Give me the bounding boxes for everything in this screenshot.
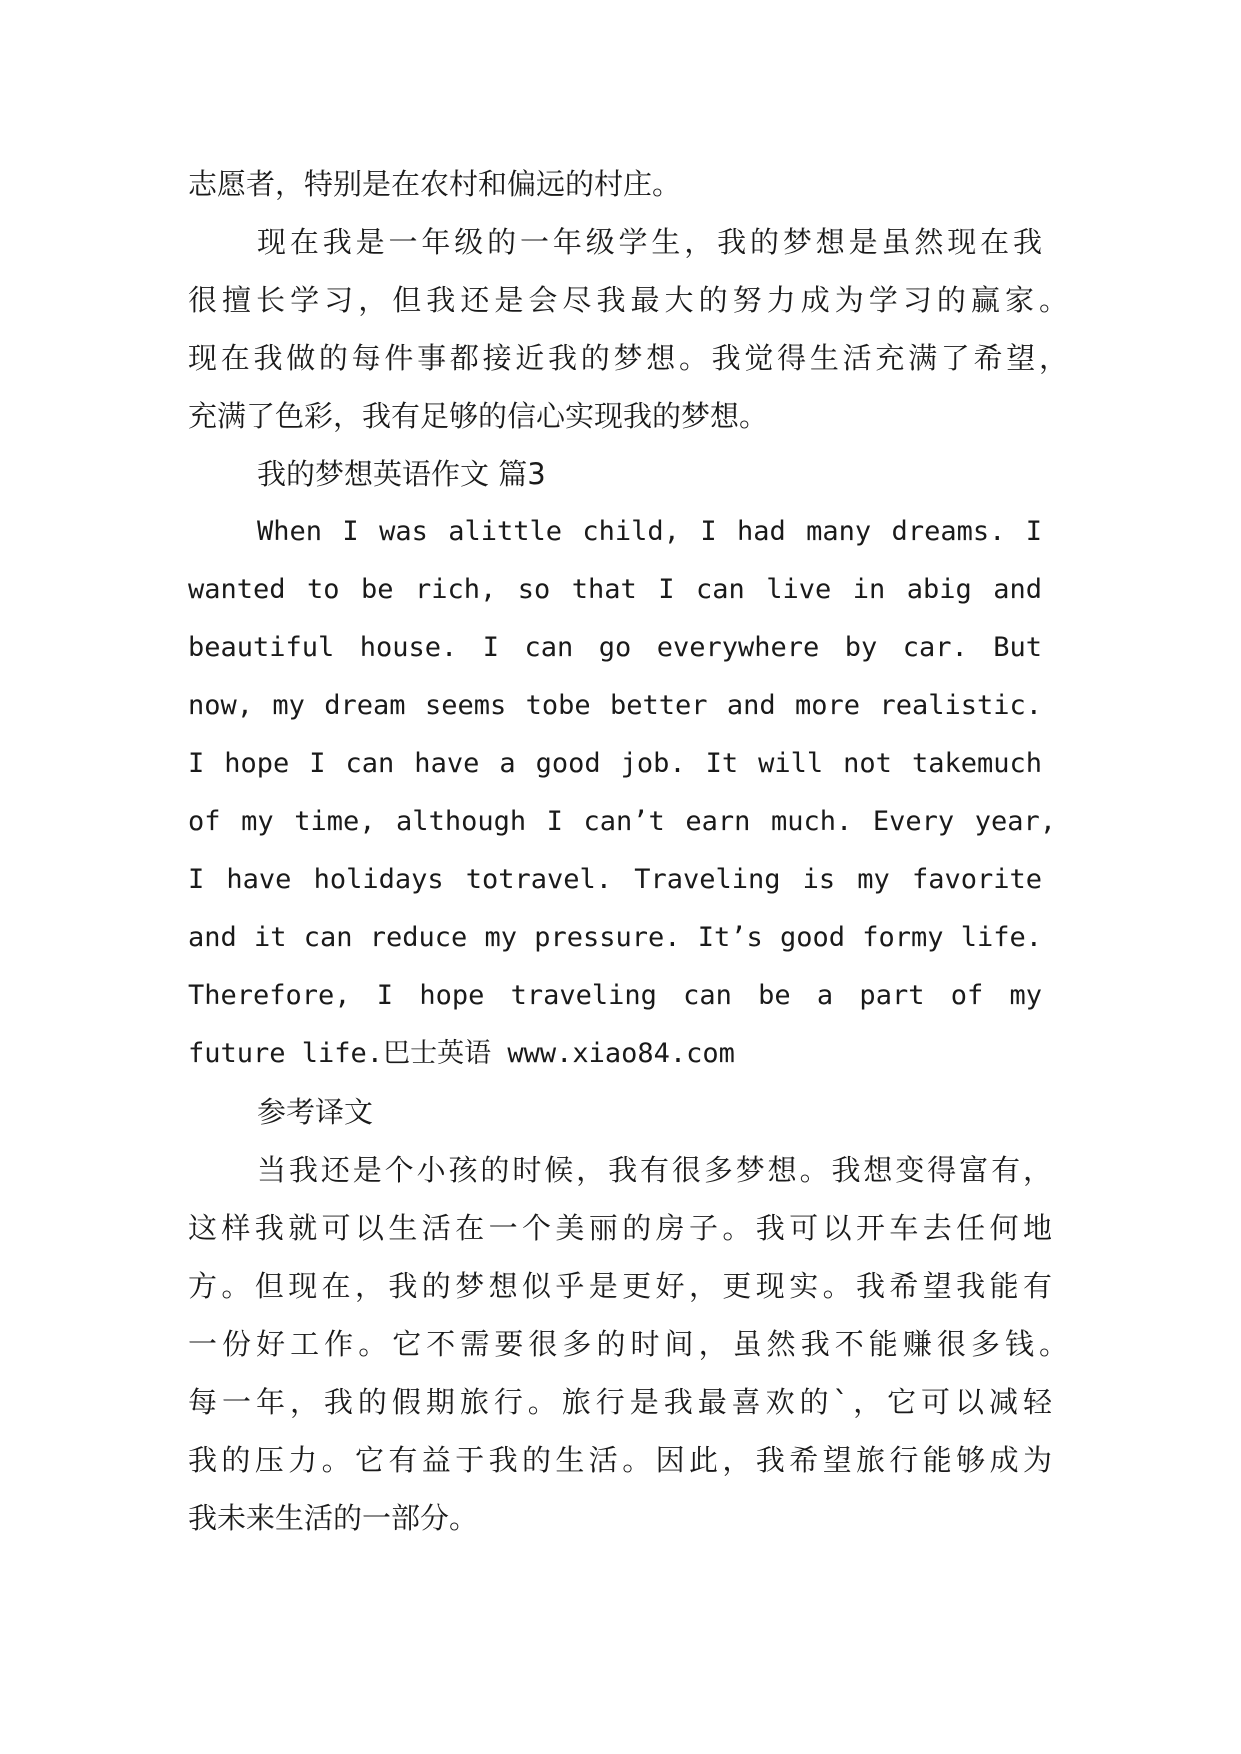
text-line: 每一年，我的假期旅行。旅行是我最喜欢的`，它可以减轻 xyxy=(188,1385,1052,1419)
text-line: I have holidays totravel. Traveling is my favorite xyxy=(188,864,1042,895)
text-line: 志愿者，特别是在农村和偏远的村庄。 xyxy=(188,167,682,201)
section-heading: 我的梦想英语作文 篇3 xyxy=(257,457,546,491)
text-line: 当我还是个小孩的时候，我有很多梦想。我想变得富有， xyxy=(257,1153,1052,1187)
text-line: and it can reduce my pressure. It’s good formy life. xyxy=(188,922,1042,953)
section-heading: 参考译文 xyxy=(257,1095,374,1129)
text-line: Therefore, I hope traveling can be a part of my xyxy=(188,980,1042,1011)
text-line: 方。但现在，我的梦想似乎是更好，更现实。我希望我能有 xyxy=(188,1269,1052,1303)
text-line: 一份好工作。它不需要很多的时间，虽然我不能赚很多钱。 xyxy=(188,1327,1068,1361)
text-line: When I was alittle child, I had many dreams. I xyxy=(257,516,1042,547)
text-line: 我的压力。它有益于我的生活。因此，我希望旅行能够成为 xyxy=(188,1443,1052,1477)
text-line: I hope I can have a good job. It will not takemuch xyxy=(188,748,1042,779)
text-line: now, my dream seems tobe better and more realistic. xyxy=(188,690,1042,721)
text-line: 充满了色彩，我有足够的信心实现我的梦想。 xyxy=(188,399,769,433)
text-line: beautiful house. I can go everywhere by car. But xyxy=(188,632,1042,663)
text-line: of my time, although I can’t earn much. Every year, xyxy=(188,806,1056,837)
text-line: wanted to be rich, so that I can live in abig and xyxy=(188,574,1042,605)
text-line: 现在我是一年级的一年级学生，我的梦想是虽然现在我 xyxy=(257,225,1042,259)
text-line: 这样我就可以生活在一个美丽的房子。我可以开车去任何地 xyxy=(188,1211,1052,1245)
text-line: 我未来生活的一部分。 xyxy=(188,1501,479,1535)
text-line: 现在我做的每件事都接近我的梦想。我觉得生活充满了希望， xyxy=(188,341,1068,375)
text-line: future life.巴士英语 www.xiao84.com xyxy=(188,1038,735,1069)
text-line: 很擅长学习，但我还是会尽我最大的努力成为学习的赢家。 xyxy=(188,283,1068,317)
